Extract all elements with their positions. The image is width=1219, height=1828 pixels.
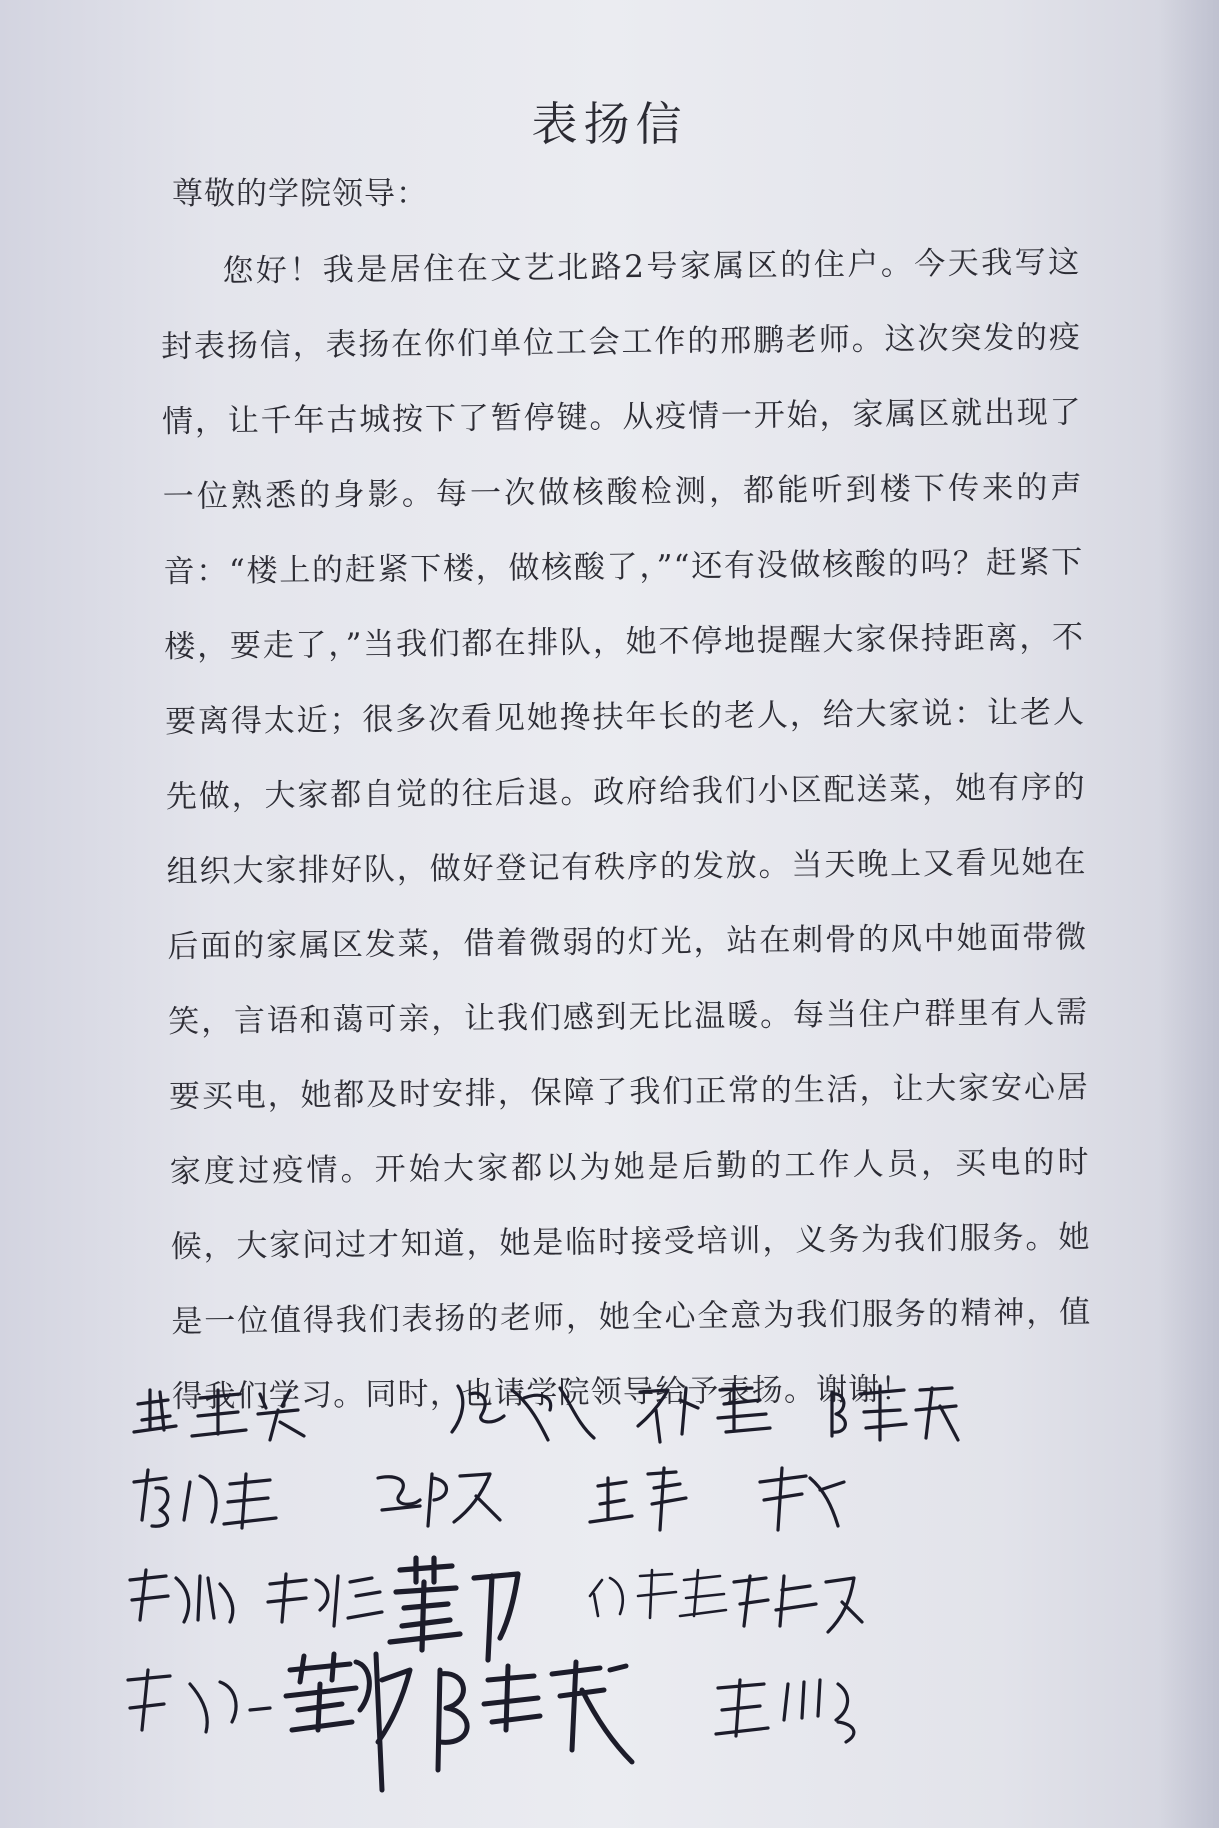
signature-7 <box>590 1468 686 1530</box>
signature-14 <box>128 1670 270 1732</box>
signature-2 <box>452 1386 594 1440</box>
signature-15 <box>286 1654 410 1790</box>
handwritten-signatures <box>120 1370 1060 1800</box>
letter-title: 表扬信 <box>531 97 688 151</box>
signature-11 <box>390 1558 518 1660</box>
signature-10 <box>268 1574 382 1626</box>
salutation: 尊敬的学院领导： <box>172 176 428 212</box>
signature-5 <box>134 1470 276 1528</box>
signature-4 <box>832 1386 958 1440</box>
signature-13 <box>734 1576 862 1632</box>
signature-16 <box>438 1662 632 1770</box>
signature-9 <box>130 1570 233 1622</box>
signature-12 <box>590 1570 726 1618</box>
letter-body: 您好！我是居住在文艺北路2号家属区的住户。今天我写这封表扬信，表扬在你们单位工会工作的邢鹏老师。这次突发的疫情，让千年古城按下了暂停键。从疫情一开始，家属区就出现了一位熟悉的身影。每一次做核酸检测，都能听到楼下传来的声音：“楼上的赶紧下楼，做核酸了，”“还有没做核酸的吗？赶紧下楼，要走了，”当我们都在排队，她不停地提醒大家保持距离，不要离得太近；很多次看见她搀扶年长的老人，给大家说：让老人先做，大家都自觉的往后退。政府给我们小区配送菜，她有序的组织大家排好队，做好登记有秩序的发放。当天晚上又看见她在后面的家属区发菜，借着微弱的灯光，站在刺骨的风中她面带微笑，言语和蔼可亲，让我们感到无比温暖。每当住户群里有人需要买电，她都及时安排，保障了我们正常的生活，让大家安心居家度过疫情。开始大家都以为她是后勤的工作人员，买电的时候，大家问过才知道，她是临时接受培训，义务为我们服务。她是一位值得我们表扬的老师，她全心全意为我们服务的精神，值得我们学习。同时，也请学院领导给予表扬。谢谢！ <box>160 244 1092 1415</box>
signature-6 <box>378 1474 500 1526</box>
signature-17 <box>716 1680 854 1742</box>
signature-8 <box>760 1468 844 1530</box>
signature-1 <box>134 1390 304 1440</box>
signature-3 <box>638 1384 770 1442</box>
